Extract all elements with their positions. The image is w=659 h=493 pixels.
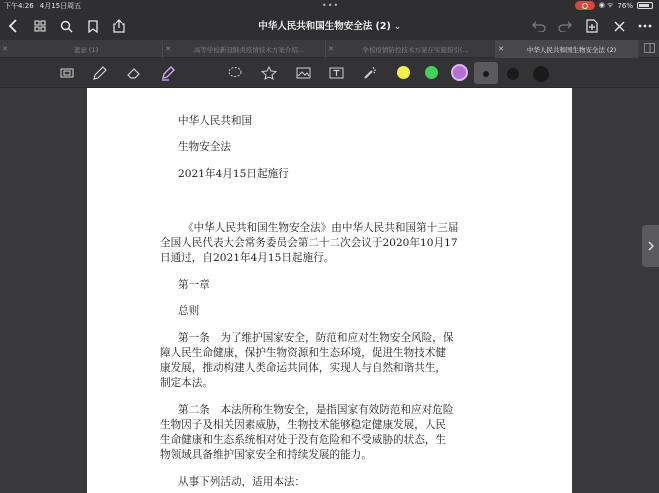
tab-label: 中华人民共和国生物安全法 (2) xyxy=(526,45,617,54)
doc-article2-line1: 第二条 本法所称生物安全，是指国家有效防范和应对危险 xyxy=(178,404,454,416)
multitask-dots-icon[interactable]: ••• xyxy=(322,1,340,10)
doc-article1-line1: 第一条 为了维护国家安全，防范和应对生物安全风险，保 xyxy=(178,332,454,344)
tab-document-2[interactable] xyxy=(163,40,326,58)
status-time: 下午4:26 xyxy=(4,2,34,10)
doc-heading-country: 中华人民共和国 xyxy=(178,115,253,127)
tab-document-4-active[interactable] xyxy=(496,40,638,58)
document-canvas[interactable] xyxy=(0,88,659,493)
sidebar-toggle-handle[interactable] xyxy=(642,225,659,267)
bookmark-icon[interactable] xyxy=(84,17,102,35)
image-icon[interactable] xyxy=(293,64,313,82)
redo-icon[interactable] xyxy=(556,17,574,35)
status-bar xyxy=(0,0,659,12)
doc-chapter-title: 总则 xyxy=(178,305,200,317)
pen-icon[interactable] xyxy=(90,64,110,82)
status-right xyxy=(575,1,653,10)
doc-chapter-number: 第一章 xyxy=(178,279,210,291)
close-tab-icon[interactable]: ✕ xyxy=(328,45,334,53)
doc-article1-line4: 制定本法。 xyxy=(160,377,213,389)
tab-document-1[interactable] xyxy=(0,40,163,58)
title-chevron-icon[interactable]: ⌄ xyxy=(394,22,401,31)
eraser-icon[interactable] xyxy=(124,64,144,82)
doc-heading-law: 生物安全法 xyxy=(178,141,231,153)
add-page-icon[interactable] xyxy=(583,17,601,35)
lasso-icon[interactable] xyxy=(225,64,245,82)
color-swatch-green[interactable] xyxy=(425,66,438,79)
doc-intro-line1: 《中华人民共和国生物安全法》由中华人民共和国第十三届 xyxy=(183,222,459,234)
pen-size-medium[interactable] xyxy=(507,68,519,80)
annotation-toolbar xyxy=(0,58,659,88)
pdf-page[interactable] xyxy=(87,88,572,493)
document-tab-bar xyxy=(0,40,659,58)
doc-article2-line5: 从事下列活动，适用本法： xyxy=(178,476,306,488)
signal-icon: ◉ ᯤ xyxy=(598,1,614,9)
tab-label: 学校疫情防控技术方案在实施指引(... xyxy=(362,45,469,54)
doc-intro-line2: 全国人民代表大会常务委员会第二十二次会议于2020年10月17 xyxy=(160,237,458,249)
color-swatch-purple-selected[interactable] xyxy=(451,64,468,81)
frame-icon[interactable] xyxy=(57,64,77,82)
status-date: 4月15日周五 xyxy=(39,2,82,10)
doc-article1-line2: 障人民生命健康，保护生物资源和生态环境，促进生物技术健 xyxy=(160,347,447,359)
chevron-right-icon xyxy=(648,241,654,251)
tab-label: 遮意 (1) xyxy=(73,45,99,54)
battery-percent: 76% xyxy=(617,1,633,10)
highlighter-icon[interactable] xyxy=(158,64,178,82)
pen-size-small[interactable] xyxy=(483,71,489,77)
split-view-icon[interactable] xyxy=(644,43,655,54)
close-tab-icon[interactable]: ✕ xyxy=(165,45,171,53)
doc-article2-line3: 生命健康和生态系统相对处于没有危险和不受威胁的状态，生 xyxy=(160,434,447,446)
close-tab-icon[interactable]: ✕ xyxy=(2,45,8,53)
screen-record-icon xyxy=(575,1,595,10)
doc-article2-line4: 物领域具备维护国家安全和持续发展的能力。 xyxy=(160,449,372,461)
text-icon[interactable] xyxy=(326,64,346,82)
battery-icon xyxy=(637,2,653,9)
doc-effective-date: 2021年4月15日起施行 xyxy=(178,168,289,180)
undo-icon[interactable] xyxy=(530,17,548,35)
laser-pointer-icon[interactable] xyxy=(360,64,380,82)
navigation-bar xyxy=(0,12,659,40)
doc-intro-line3: 日通过，自2021年4月15日起施行。 xyxy=(160,252,335,264)
grid-view-icon[interactable] xyxy=(31,17,49,35)
doc-article1-line3: 康发展，推动构建人类命运共同体，实现人与自然和谐共生， xyxy=(160,362,447,374)
share-icon[interactable] xyxy=(110,17,128,35)
doc-article2-line2: 生物因子及相关因素威胁，生物技术能够稳定健康发展，人民 xyxy=(160,419,447,431)
close-tools-icon[interactable] xyxy=(610,17,628,35)
tab-document-3[interactable] xyxy=(326,40,496,58)
back-chevron-icon[interactable] xyxy=(4,17,22,35)
pen-size-large[interactable] xyxy=(533,66,549,82)
color-swatch-yellow[interactable] xyxy=(397,66,410,79)
document-title-text[interactable]: 中华人民共和国生物安全法 (2) xyxy=(258,21,391,32)
close-tab-icon[interactable]: ✕ xyxy=(498,45,504,53)
more-options-icon[interactable] xyxy=(636,17,654,35)
shape-icon[interactable] xyxy=(259,64,279,82)
tab-label: 高等学校新冠肺炎疫情技术方案介绍... xyxy=(193,45,305,54)
search-icon[interactable] xyxy=(57,17,75,35)
